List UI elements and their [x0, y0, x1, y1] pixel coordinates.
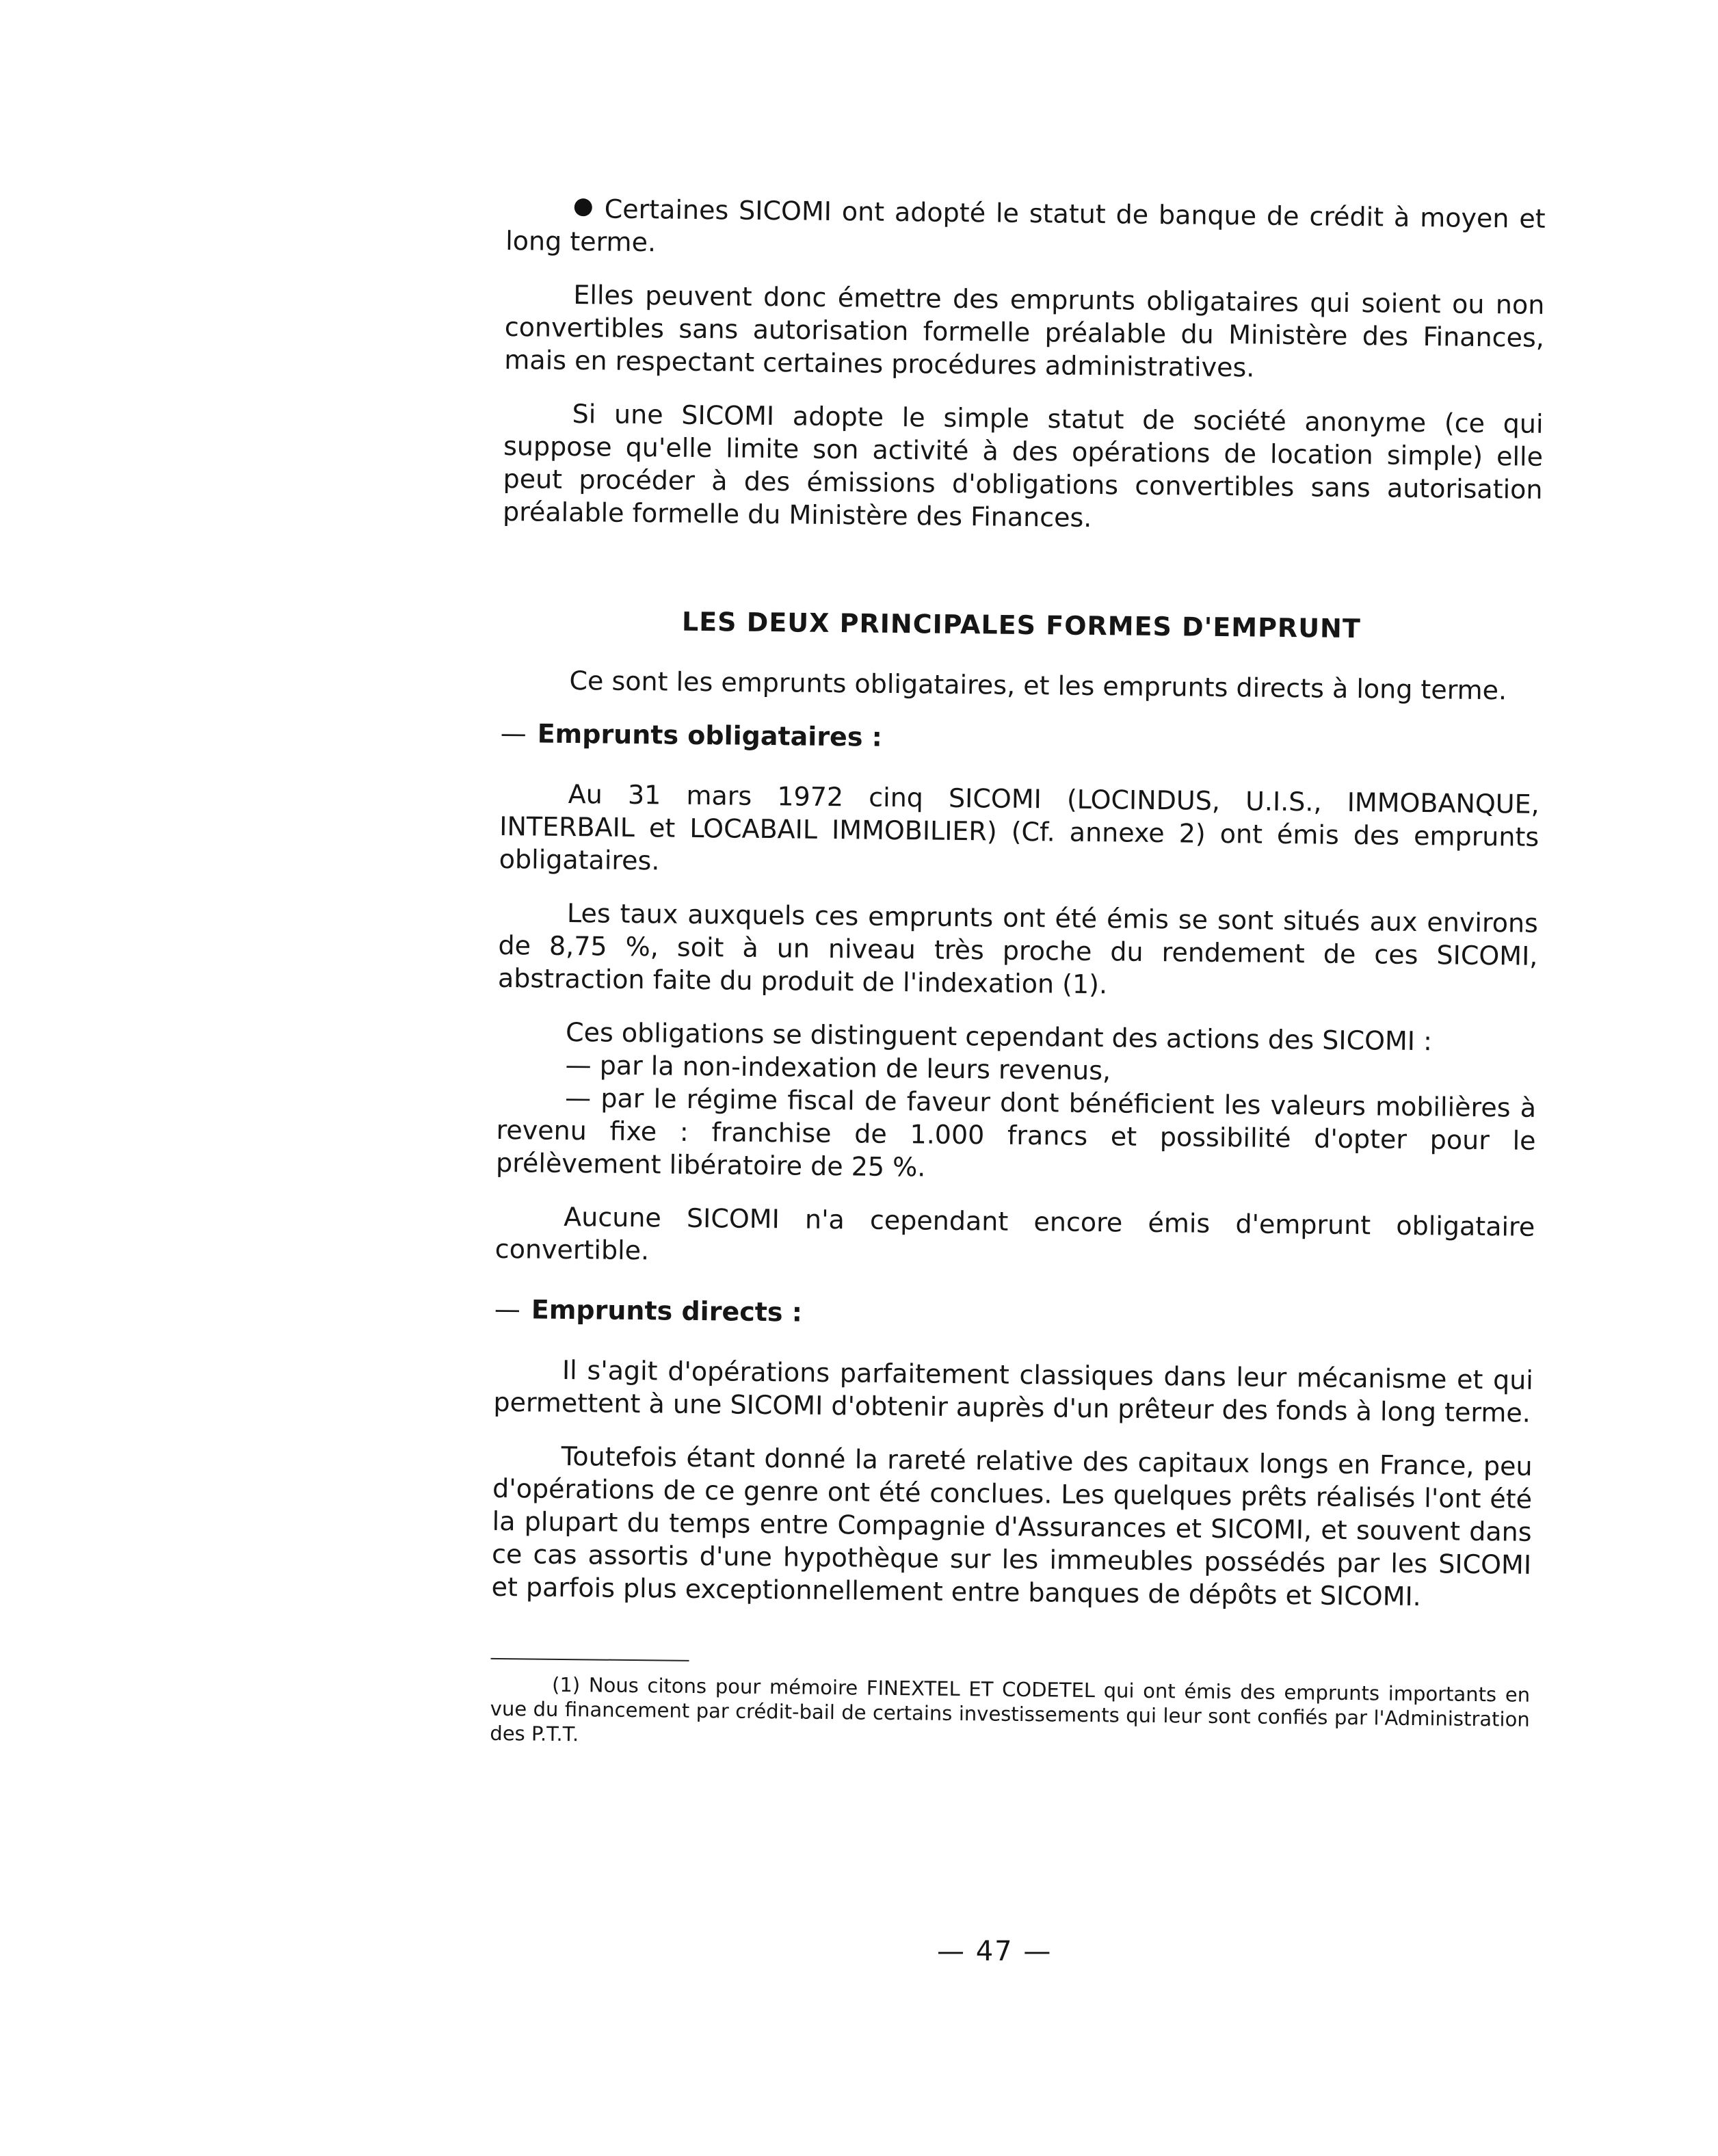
bullet-icon	[574, 198, 592, 216]
section-intro: Ce sont les emprunts obligataires, et les emprunts directs à long terme.	[569, 666, 1507, 706]
obligataires-paragraph-2: Les taux auxquels ces emprunts ont été émis se sont situés aux environs de 8,75 %, soit à un niveau très proche du rendement de ces SICOMI, abstraction faite du produit de l'indexation (1).	[497, 897, 1539, 1000]
intro-paragraph-1-text: Certaines SICOMI ont adopté le statut de banque de crédit à moyen et long terme.	[505, 194, 1546, 258]
obligataires-paragraph-3: Ces obligations se distinguent cependant des actions des SICOMI :	[565, 1016, 1433, 1057]
page-number: — 47 —	[937, 1936, 1053, 1967]
page-content	[490, 192, 1546, 1757]
directs-paragraph-1: Il s'agit d'opérations parfaitement classiques dans leur mécanisme et qui permettent à une SICOMI d'obtenir auprès d'un prêteur des fonds à long terme.	[493, 1354, 1534, 1428]
obligataires-paragraph-1: Au 31 mars 1972 cinq SICOMI (LOCINDUS, U.I.S., IMMOBANQUE, INTERBAIL et LOCABAIL IMMOBILIER) (Cf. annexe 2) ont émis des emprunts obligataires.	[499, 779, 1539, 876]
subheading-dash: —	[494, 1293, 521, 1325]
intro-paragraph-3: Si une SICOMI adopte le simple statut de société anonyme (ce qui suppose qu'elle limite son activité à des opérations de location simple) elle peut procéder à des émissions d'obligations convertibles sans autorisation préalable formelle du Ministère des Finances.	[502, 399, 1544, 533]
subheading-obligataires-label: Emprunts obligataires :	[537, 718, 883, 752]
subheading-dash: —	[500, 718, 527, 749]
directs-paragraph-2: Toutefois étant donné la rareté relative des capitaux longs en France, peu d'opérations de ce genre ont été conclues. Les quelques prêts réalisés l'ont été la plupart du temps entre Compagnie d'Assurances et SICOMI, et souvent dans ce cas assortis d'une hypothèque sur les immeubles possédés par les SICOMI et parfois plus exceptionnellement entre banques de dépôts et SICOMI.	[491, 1441, 1533, 1612]
footnote: (1) Nous citons pour mémoire FINEXTEL ET CODETEL qui ont émis des emprunts importants en vue du financement par crédit-bail de certains investissements qui leur sont confiés par l'Administration des P.T.T.	[490, 1672, 1531, 1746]
subheading-directs-label: Emprunts directs :	[531, 1294, 803, 1328]
obligataires-paragraph-4: Aucune SICOMI n'a cependant encore émis d'emprunt obligataire convertible.	[494, 1201, 1535, 1266]
section-heading: LES DEUX PRINCIPALES FORMES D'EMPRUNT	[681, 606, 1362, 644]
intro-paragraph-1	[505, 192, 1546, 268]
intro-paragraph-2: Elles peuvent donc émettre des emprunts obligataires qui soient ou non convertibles sans autorisation formelle préalable du Ministère des Finances, mais en respectant certaines procédures administratives.	[504, 280, 1545, 383]
list-item: — par le régime fiscal de faveur dont bénéficient les valeurs mobilières à revenu fixe : franchise de 1.000 francs et possibilité d'opter pour le prélèvement libératoire de 25 %.	[495, 1082, 1537, 1183]
list-item: — par la non-indexation de leurs revenus,	[565, 1049, 1111, 1086]
